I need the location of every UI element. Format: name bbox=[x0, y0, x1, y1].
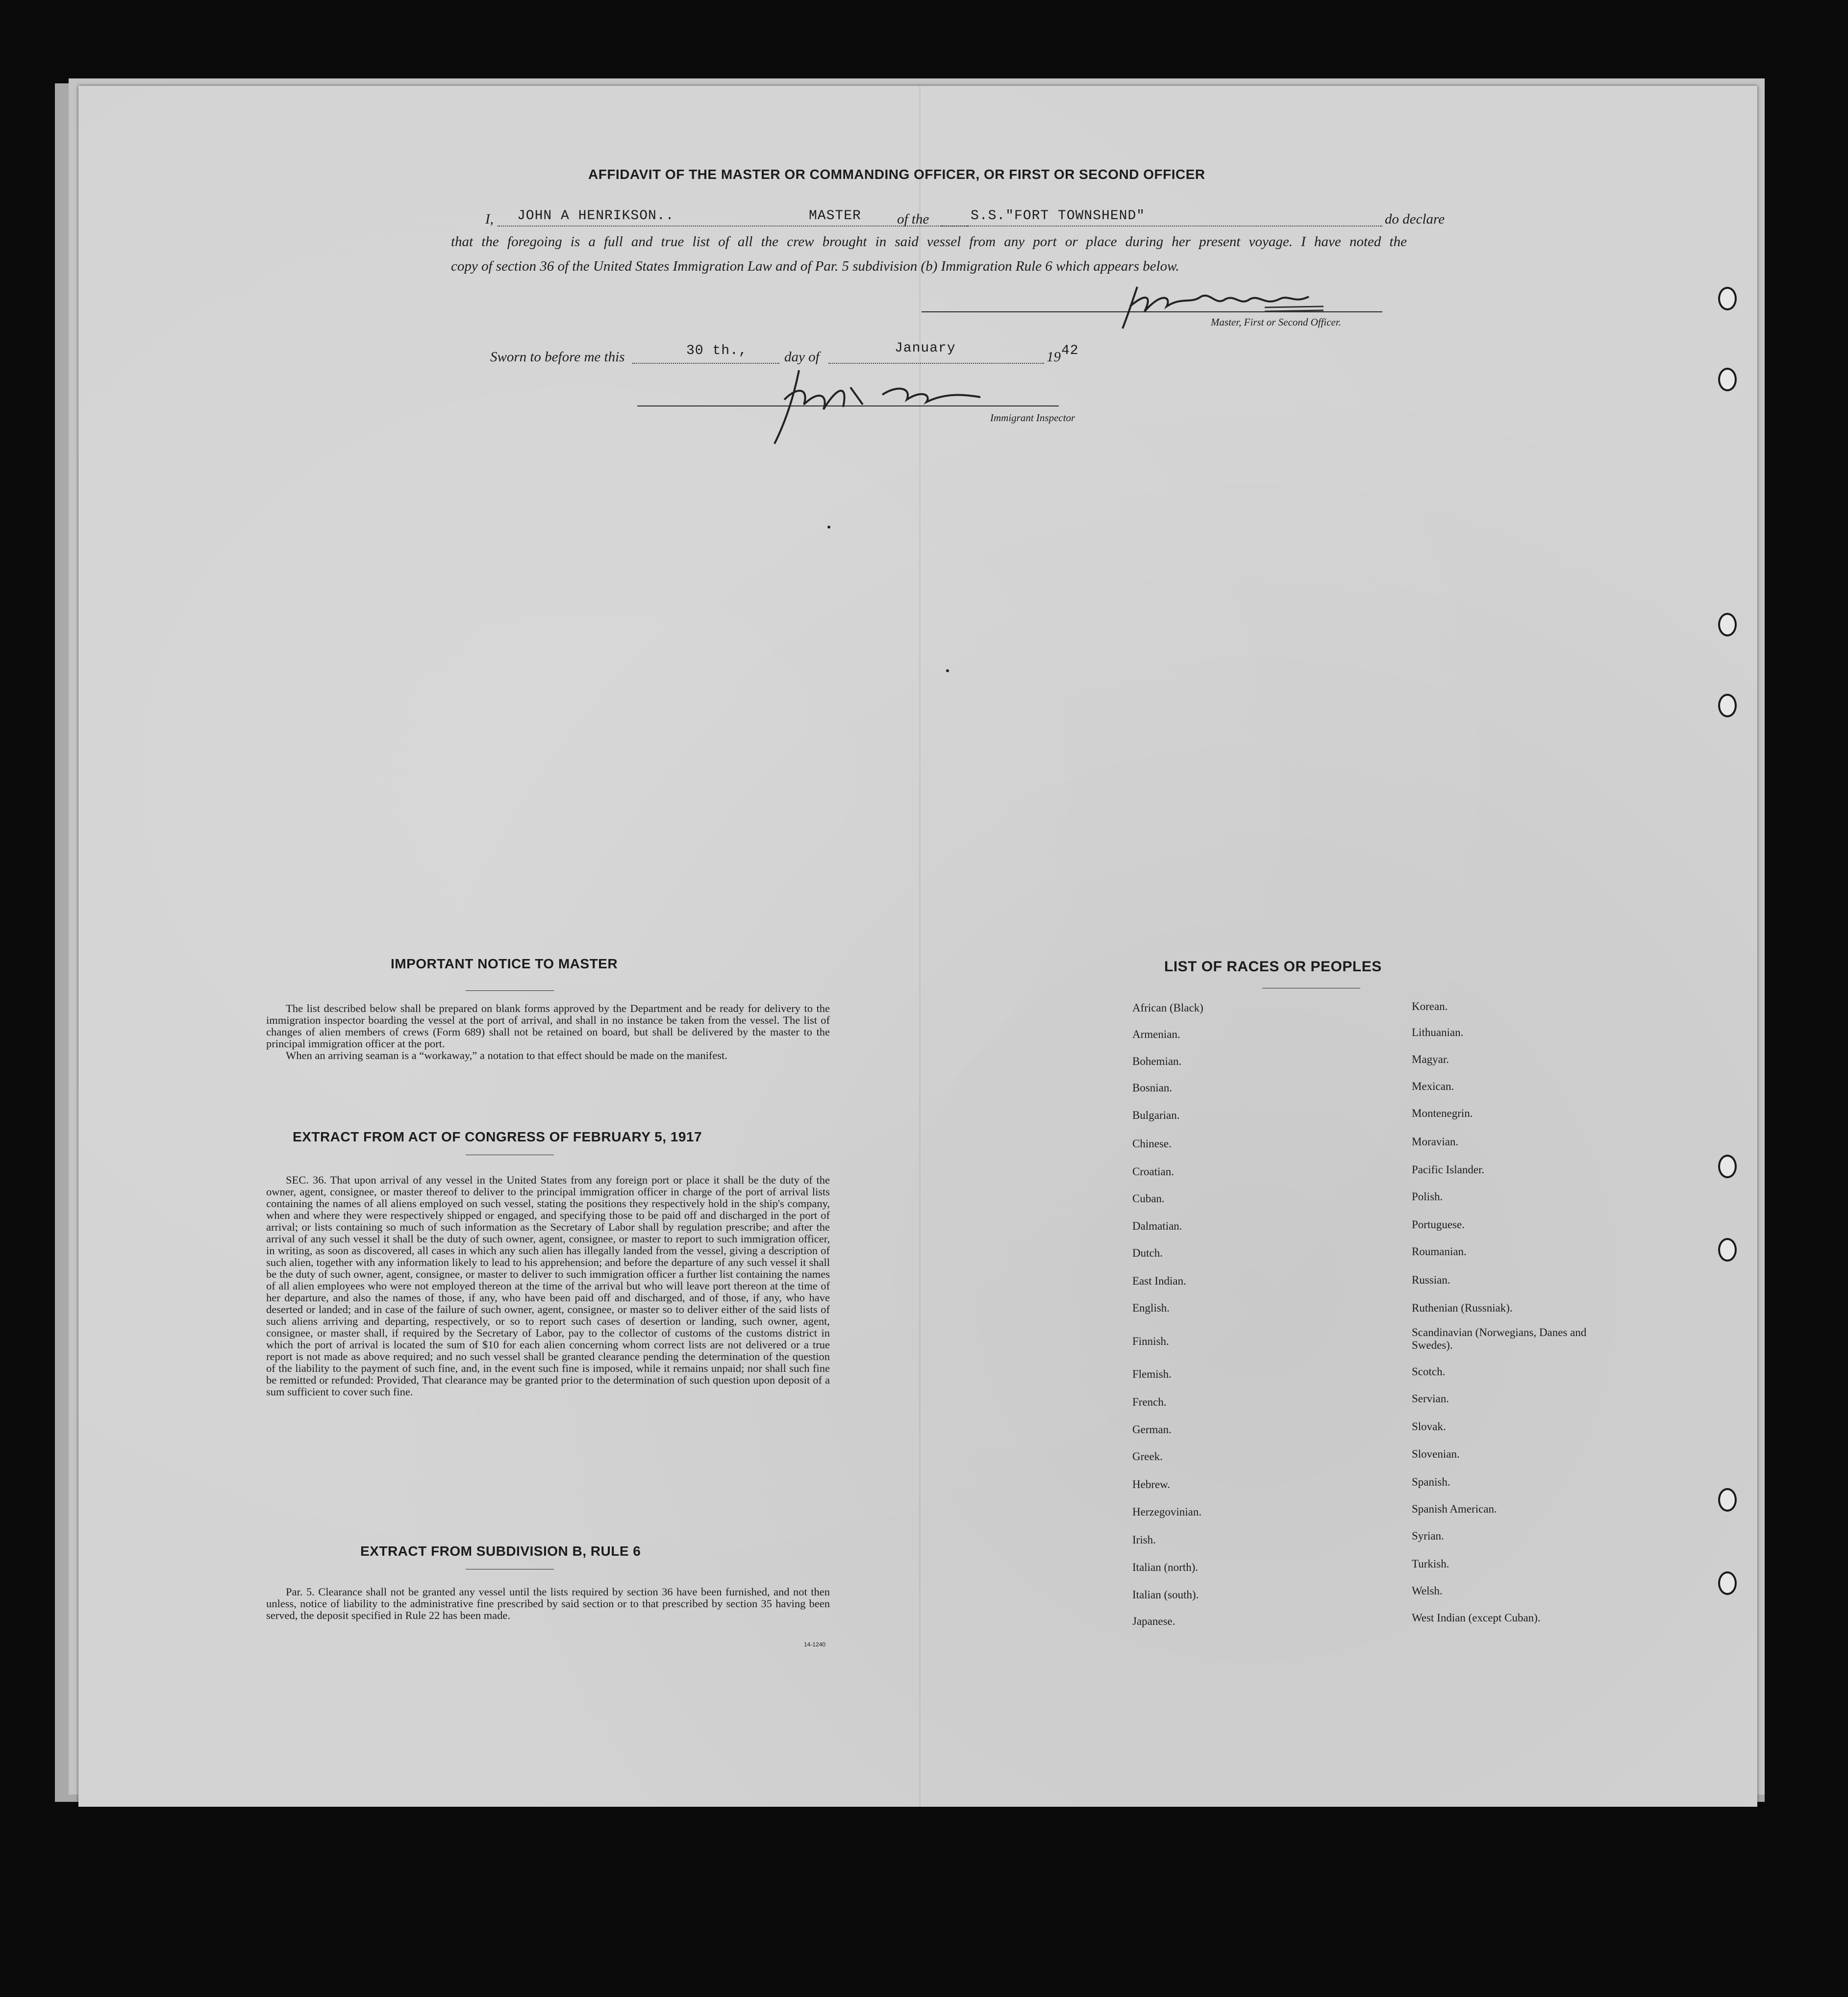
binder-hole bbox=[1718, 613, 1737, 636]
binder-hole bbox=[1718, 694, 1737, 717]
race-item: Syrian. bbox=[1412, 1530, 1444, 1542]
race-item: Chinese. bbox=[1132, 1138, 1172, 1150]
race-item: Montenegrin. bbox=[1412, 1107, 1473, 1119]
race-item: Spanish. bbox=[1412, 1476, 1450, 1488]
race-item: Welsh. bbox=[1412, 1585, 1443, 1597]
inspector-signature bbox=[765, 365, 1039, 451]
rule-extract-paragraph: Par. 5. Clearance shall not be granted any vessel until the lists required by section 36 have been furnished, and not then unless, notice of liability to the administrative fine prescribed by said section or to that prescribed by section 35 having been served, the deposit specified in Rule 22 has been made. bbox=[266, 1586, 830, 1621]
race-item: Scandinavian (Norwegians, Danes and Swedes). bbox=[1412, 1326, 1587, 1351]
year-suffix: 42 bbox=[1061, 343, 1079, 358]
paper-speck bbox=[946, 669, 949, 672]
sworn-label: Sworn to before me this bbox=[490, 349, 625, 365]
race-item: Dalmatian. bbox=[1132, 1220, 1182, 1232]
sworn-day-line bbox=[632, 363, 779, 364]
binder-hole bbox=[1718, 1238, 1737, 1262]
sworn-day: 30 th., bbox=[686, 343, 748, 358]
race-item: Armenian. bbox=[1132, 1028, 1180, 1040]
master-name: JOHN A HENRIKSON.. bbox=[517, 208, 674, 224]
sworn-month-line bbox=[828, 363, 1044, 364]
of-the-label: of the bbox=[897, 211, 929, 227]
race-item: Mexican. bbox=[1412, 1080, 1454, 1092]
race-item: Korean. bbox=[1412, 1000, 1448, 1012]
document-page bbox=[78, 86, 1757, 1807]
notice-paragraph: The list described below shall be prepared on blank forms approved by the Department and be ready for delivery to the immigration inspector boarding the vessel at the port of arrival, and shall in no instance be taken from the vessel. The list of changes of alien members of crews (Form 689) shall not be retained on board, but shall be delivered by the master to the principal immigration officer at the port. bbox=[266, 1002, 830, 1050]
race-item: Moravian. bbox=[1412, 1136, 1459, 1148]
binder-hole bbox=[1718, 1155, 1737, 1178]
sworn-month: January bbox=[895, 341, 956, 356]
inspector-caption: Immigrant Inspector bbox=[990, 412, 1075, 424]
do-declare-label: do declare bbox=[1385, 211, 1445, 227]
vessel-name: S.S."FORT TOWNSHEND" bbox=[971, 208, 1146, 224]
race-item: German. bbox=[1132, 1423, 1172, 1436]
race-item: Bosnian. bbox=[1132, 1082, 1173, 1094]
act-extract-body bbox=[266, 1174, 830, 1398]
notice-body bbox=[266, 1003, 830, 1062]
race-item: Ruthenian (Russniak). bbox=[1412, 1302, 1513, 1314]
master-rank: MASTER bbox=[809, 208, 861, 224]
rule-extract-body bbox=[266, 1586, 830, 1621]
day-of-label: day of bbox=[784, 349, 820, 365]
race-item: Roumanian. bbox=[1412, 1245, 1467, 1258]
race-item: Cuban. bbox=[1132, 1192, 1165, 1205]
races-title: LIST OF RACES OR PEOPLES bbox=[1164, 959, 1382, 975]
race-item: Japanese. bbox=[1132, 1615, 1175, 1627]
race-item: English. bbox=[1132, 1302, 1170, 1314]
race-item: Slovak. bbox=[1412, 1420, 1446, 1433]
affidavit-i: I, bbox=[485, 211, 494, 227]
race-item: Bohemian. bbox=[1132, 1055, 1182, 1067]
race-item: Hebrew. bbox=[1132, 1478, 1171, 1491]
race-item: Dutch. bbox=[1132, 1247, 1163, 1259]
race-item: Portuguese. bbox=[1412, 1218, 1465, 1231]
binder-hole bbox=[1718, 1571, 1737, 1595]
race-item: West Indian (except Cuban). bbox=[1412, 1612, 1541, 1624]
race-item: Polish. bbox=[1412, 1190, 1443, 1203]
race-item: Flemish. bbox=[1132, 1368, 1172, 1380]
race-item: Herzegovinian. bbox=[1132, 1506, 1202, 1518]
race-item: African (Black) bbox=[1132, 1002, 1203, 1014]
binder-hole bbox=[1718, 287, 1737, 310]
rule-extract-title: EXTRACT FROM SUBDIVISION B, RULE 6 bbox=[360, 1543, 641, 1559]
master-caption: Master, First or Second Officer. bbox=[1211, 316, 1341, 328]
act-extract-paragraph: SEC. 36. That upon arrival of any vessel in the United States from any foreign port or place it shall be the duty of the owner, agent, consignee, or master thereof to deliver to the principal immigration officer in charge of the port of arrival lists containing the names of all aliens employed on such vessel, stating the positions they respectively hold in the ship's company, when and where they were respectively shipped or engaged, and specifying those to be paid off and discharged in the port of arrival; or lists containing so much of such information as the Secretary of Labor shall by regulation prescribe; and after the arrival of any such vessel it shall be the duty of such owner, agent, consignee, or master to report to such immigration officer, in writing, as soon as discovered, all cases in which any such alien has illegally landed from the vessel, giving a description of such alien, together with any information likely to lead to his apprehension; and before the departure of any such vessel it shall be the duty of such owner, agent, consignee, or master to deliver to such immigration officer a further list containing the names of all alien employees who were not employed thereon at the time of the arrival but who will leave port thereon at the time of her departure, and also the names of those, if any, who have been paid off and discharged, and of those, if any, who have deserted or landed; and in case of the failure of such owner, agent, consignee, or master so to deliver either of the said lists of such aliens arriving and departing, respectively, or so to report such cases of desertion or landing, such owner, agent, consignee, or master shall, if required by the Secretary of Labor, pay to the collector of customs of the customs district in which the port of arrival is located the sum of $10 for each alien concerning whom correct lists are not delivered or a true report is not made as above required; and no such vessel shall be granted clearance pending the determination of the question of the liability to the payment of such fine, and, in the event such fine is imposed, while it remains unpaid; nor shall such fine be remitted or refunded: Provided, That clearance may be granted prior to the determination of such question upon deposit of a sum sufficient to cover such fine. bbox=[266, 1174, 830, 1398]
race-item: Croatian. bbox=[1132, 1165, 1174, 1178]
race-item: Greek. bbox=[1132, 1450, 1163, 1463]
form-code: 14-1240 bbox=[804, 1641, 826, 1648]
affidavit-line-2: that the foregoing is a full and true list of all the crew brought in said vessel from any port or place during her present voyage. I have noted the bbox=[451, 234, 1407, 250]
race-item: Servian. bbox=[1412, 1392, 1449, 1405]
notice-title: IMPORTANT NOTICE TO MASTER bbox=[391, 956, 618, 971]
vessel-line bbox=[941, 226, 1382, 227]
race-item: French. bbox=[1132, 1396, 1167, 1408]
binder-hole bbox=[1718, 368, 1737, 391]
race-item: Russian. bbox=[1412, 1274, 1450, 1286]
race-item: Irish. bbox=[1132, 1534, 1156, 1546]
race-item: Slovenian. bbox=[1412, 1448, 1460, 1460]
race-item: Lithuanian. bbox=[1412, 1026, 1464, 1038]
binder-hole bbox=[1718, 1488, 1737, 1512]
year-prefix: 19 bbox=[1047, 349, 1061, 365]
race-item: Italian (south). bbox=[1132, 1589, 1199, 1601]
notice-paragraph: When an arriving seaman is a “workaway,” a notation to that effect should be made on the manifest. bbox=[286, 1049, 727, 1062]
race-item: Turkish. bbox=[1412, 1558, 1449, 1570]
race-item: Magyar. bbox=[1412, 1053, 1449, 1065]
race-item: Spanish American. bbox=[1412, 1503, 1497, 1515]
race-item: Pacific Islander. bbox=[1412, 1163, 1485, 1176]
race-item: Italian (north). bbox=[1132, 1561, 1199, 1573]
race-item: East Indian. bbox=[1132, 1275, 1186, 1287]
race-item: Finnish. bbox=[1132, 1335, 1169, 1347]
affidavit-title: AFFIDAVIT OF THE MASTER OR COMMANDING OFFICER, OR FIRST OR SECOND OFFICER bbox=[588, 167, 1205, 182]
notice-title-rule bbox=[466, 990, 554, 991]
affidavit-line-3: copy of section 36 of the United States Immigration Law and of Par. 5 subdivision (b) Immigration Rule 6 which appears below. bbox=[451, 258, 1179, 274]
race-item: Bulgarian. bbox=[1132, 1109, 1180, 1121]
race-item: Scotch. bbox=[1412, 1365, 1446, 1378]
act-extract-title: EXTRACT FROM ACT OF CONGRESS OF FEBRUARY 5, 1917 bbox=[293, 1129, 702, 1144]
paper-speck bbox=[827, 526, 830, 529]
